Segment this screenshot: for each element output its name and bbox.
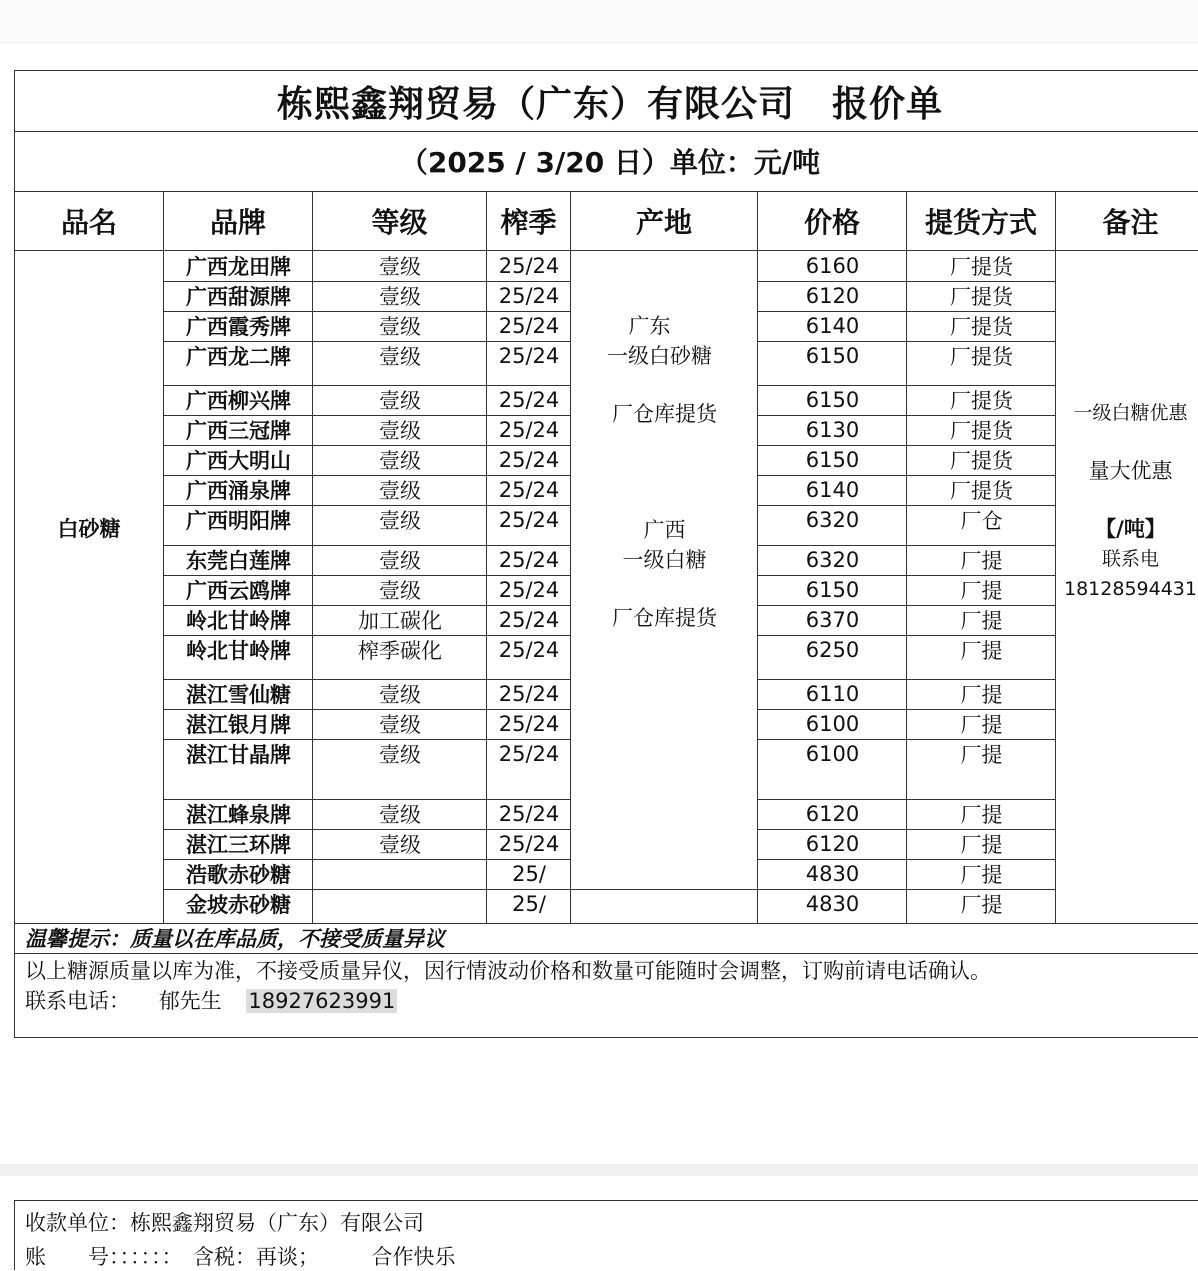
grade-cell: 壹级 bbox=[379, 345, 421, 369]
header-pickup: 提货方式 bbox=[907, 191, 1056, 251]
warm-tip: 温馨提示：质量以在库品质，不接受质量异议 bbox=[25, 927, 445, 951]
origin-gd-region: 广东 bbox=[628, 314, 671, 338]
brand-cell: 广西甜源牌 bbox=[186, 285, 291, 309]
origin-gx-region: 广西 bbox=[643, 518, 686, 542]
pickup-cell: 厂提货 bbox=[950, 389, 1013, 413]
season-cell: 25/24 bbox=[498, 284, 560, 308]
grade-cell: 壹级 bbox=[379, 285, 421, 309]
brand-cell: 湛江三环牌 bbox=[186, 833, 291, 857]
pickup-cell: 厂仓 bbox=[960, 509, 1003, 533]
pickup-cell: 厂提货 bbox=[950, 479, 1013, 503]
remark-line: 量大优惠 bbox=[1088, 459, 1173, 483]
brand-cell: 金坡赤砂糖 bbox=[186, 893, 291, 917]
pickup-cell: 厂提 bbox=[960, 803, 1003, 827]
season-cell: 25/24 bbox=[498, 638, 560, 662]
season-cell: 25/24 bbox=[498, 314, 560, 338]
header-brand: 品牌 bbox=[164, 191, 313, 251]
spacer bbox=[571, 575, 758, 603]
season-cell: 25/24 bbox=[498, 548, 560, 572]
grade-cell: 加工碳化 bbox=[358, 609, 442, 633]
season-cell: 25/24 bbox=[498, 388, 560, 412]
contact-line bbox=[25, 985, 397, 1015]
season-cell: 25/24 bbox=[498, 508, 560, 532]
grade-cell bbox=[313, 859, 487, 889]
price-cell: 6160 bbox=[805, 254, 860, 278]
season-cell: 25/24 bbox=[498, 742, 560, 766]
notice-text: 以上糖源质量以库为准，不接受质量异仪，因行情波动价格和数量可能随时会调整，订购前请电话确认。 bbox=[25, 959, 991, 983]
sheet-title: 栋熙鑫翔贸易（广东）有限公司 报价单 bbox=[15, 71, 1198, 132]
price-cell: 6150 bbox=[805, 388, 860, 412]
brand-cell: 湛江甘晶牌 bbox=[186, 743, 291, 767]
price-cell: 6120 bbox=[805, 284, 860, 308]
grade-cell: 壹级 bbox=[379, 579, 421, 603]
spacer bbox=[1056, 428, 1198, 456]
pickup-cell: 厂提货 bbox=[950, 315, 1013, 339]
account-line: 账 号：：：：：： 含税：再谈； 合作快乐 bbox=[25, 1245, 456, 1269]
contact-phone[interactable]: 18927623991 bbox=[248, 989, 396, 1013]
pickup-cell: 厂提 bbox=[960, 833, 1003, 857]
header-remarks: 备注 bbox=[1056, 191, 1198, 251]
brand-cell: 广西大明山 bbox=[186, 449, 291, 473]
season-cell: 25/24 bbox=[498, 478, 560, 502]
grade-cell bbox=[313, 889, 487, 919]
quote-sheet bbox=[14, 70, 1198, 1038]
origin-gd-pickup: 厂仓库提货 bbox=[612, 402, 717, 426]
price-cell: 6150 bbox=[805, 578, 860, 602]
season-cell: 25/24 bbox=[498, 578, 560, 602]
season-cell: 25/ bbox=[512, 862, 546, 886]
remark-phone: 18128594431 bbox=[1064, 578, 1197, 600]
contact-person: 郁先生 bbox=[158, 989, 222, 1013]
grade-cell: 壹级 bbox=[379, 479, 421, 503]
grade-cell: 壹级 bbox=[379, 713, 421, 737]
price-cell: 4830 bbox=[805, 862, 860, 886]
brand-cell: 广西明阳牌 bbox=[186, 509, 291, 533]
price-cell: 6150 bbox=[805, 448, 860, 472]
brand-cell: 湛江蜂泉牌 bbox=[186, 803, 291, 827]
price-cell: 4830 bbox=[805, 892, 860, 916]
payment-footer bbox=[14, 1200, 1198, 1270]
brand-cell: 广西涌泉牌 bbox=[186, 479, 291, 503]
season-cell: 25/24 bbox=[498, 712, 560, 736]
grade-cell: 壹级 bbox=[379, 683, 421, 707]
price-cell: 6110 bbox=[805, 682, 860, 706]
remarks bbox=[1056, 398, 1198, 604]
price-cell: 6320 bbox=[805, 548, 860, 572]
sheet-subtitle: （2025 / 3/20 日）单位：元/吨 bbox=[15, 131, 1198, 192]
grade-cell: 壹级 bbox=[379, 419, 421, 443]
price-cell: 6370 bbox=[805, 608, 860, 632]
section-gap bbox=[0, 1164, 1198, 1176]
season-cell: 25/24 bbox=[498, 254, 560, 278]
price-cell: 6100 bbox=[805, 712, 860, 736]
brand-cell: 岭北甘岭牌 bbox=[186, 639, 291, 663]
pickup-cell: 厂提 bbox=[960, 579, 1003, 603]
pickup-cell: 厂提 bbox=[960, 863, 1003, 887]
origin-guangdong bbox=[571, 311, 758, 429]
season-cell: 25/24 bbox=[498, 682, 560, 706]
brand-cell: 广西云鸥牌 bbox=[186, 579, 291, 603]
origin-gx-grade: 一级白糖 bbox=[622, 548, 707, 572]
pickup-cell: 厂提 bbox=[960, 743, 1003, 767]
header-product: 品名 bbox=[15, 191, 164, 251]
header-price: 价格 bbox=[758, 191, 907, 251]
pickup-cell: 厂提货 bbox=[950, 419, 1013, 443]
payee-line: 收款单位：栋熙鑫翔贸易（广东）有限公司 bbox=[25, 1211, 424, 1235]
header-season: 榨季 bbox=[487, 191, 571, 251]
pickup-cell: 厂提货 bbox=[950, 449, 1013, 473]
grid-line bbox=[15, 953, 1198, 954]
price-cell: 6320 bbox=[805, 508, 860, 532]
price-cell: 6120 bbox=[805, 832, 860, 856]
pickup-cell: 厂提 bbox=[960, 683, 1003, 707]
pickup-cell: 厂提 bbox=[960, 713, 1003, 737]
origin-guangxi bbox=[571, 515, 758, 633]
brand-cell: 湛江银月牌 bbox=[186, 713, 291, 737]
brand-cell: 广西龙二牌 bbox=[186, 345, 291, 369]
brand-cell: 东莞白莲牌 bbox=[186, 549, 291, 573]
grade-cell: 壹级 bbox=[379, 449, 421, 473]
season-cell: 25/24 bbox=[498, 832, 560, 856]
remark-line: 联系电 bbox=[1101, 548, 1159, 570]
origin-gd-grade: 一级白砂糖 bbox=[607, 344, 712, 368]
season-cell: 25/24 bbox=[498, 448, 560, 472]
season-cell: 25/24 bbox=[498, 418, 560, 442]
brand-cell: 岭北甘岭牌 bbox=[186, 609, 291, 633]
grid-line bbox=[571, 889, 758, 890]
brand-cell: 广西霞秀牌 bbox=[186, 315, 291, 339]
price-cell: 6100 bbox=[805, 742, 860, 766]
top-strip bbox=[0, 0, 1198, 43]
grade-cell: 壹级 bbox=[379, 743, 421, 767]
grade-cell: 壹级 bbox=[379, 255, 421, 279]
grade-cell: 壹级 bbox=[379, 803, 421, 827]
pickup-cell: 厂提 bbox=[960, 549, 1003, 573]
pickup-cell: 厂提 bbox=[960, 639, 1003, 663]
brand-cell: 广西龙田牌 bbox=[186, 255, 291, 279]
brand-cell: 广西三冠牌 bbox=[186, 419, 291, 443]
price-cell: 6130 bbox=[805, 418, 860, 442]
price-cell: 6250 bbox=[805, 638, 860, 662]
grade-cell: 壹级 bbox=[379, 833, 421, 857]
brand-cell: 浩歌赤砂糖 bbox=[186, 863, 291, 887]
season-cell: 25/24 bbox=[498, 608, 560, 632]
origin-gx-pickup: 厂仓库提货 bbox=[612, 606, 717, 630]
spacer bbox=[1056, 486, 1198, 514]
price-cell: 6140 bbox=[805, 314, 860, 338]
spacer bbox=[571, 371, 758, 399]
season-cell: 25/24 bbox=[498, 344, 560, 368]
brand-cell: 湛江雪仙糖 bbox=[186, 683, 291, 707]
grade-cell: 壹级 bbox=[379, 315, 421, 339]
grade-cell: 壹级 bbox=[379, 389, 421, 413]
brand-cell: 广西柳兴牌 bbox=[186, 389, 291, 413]
pickup-cell: 厂提货 bbox=[950, 345, 1013, 369]
remark-line: 一级白糖优惠 bbox=[1073, 402, 1188, 424]
grade-cell: 壹级 bbox=[379, 549, 421, 573]
header-origin: 产地 bbox=[571, 191, 758, 251]
header-grade: 等级 bbox=[313, 191, 487, 251]
grade-cell: 壹级 bbox=[379, 509, 421, 533]
pickup-cell: 厂提 bbox=[960, 609, 1003, 633]
grade-cell: 榨季碳化 bbox=[358, 639, 442, 663]
price-cell: 6120 bbox=[805, 802, 860, 826]
pickup-cell: 厂提货 bbox=[950, 255, 1013, 279]
price-cell: 6150 bbox=[805, 344, 860, 368]
remark-line: 【/吨】 bbox=[1095, 517, 1166, 541]
price-cell: 6140 bbox=[805, 478, 860, 502]
pickup-cell: 厂提 bbox=[960, 893, 1003, 917]
contact-label: 联系电话： bbox=[25, 989, 130, 1013]
season-cell: 25/24 bbox=[498, 802, 560, 826]
season-cell: 25/ bbox=[512, 892, 546, 916]
pickup-cell: 厂提货 bbox=[950, 285, 1013, 309]
product-name: 白砂糖 bbox=[57, 517, 121, 541]
